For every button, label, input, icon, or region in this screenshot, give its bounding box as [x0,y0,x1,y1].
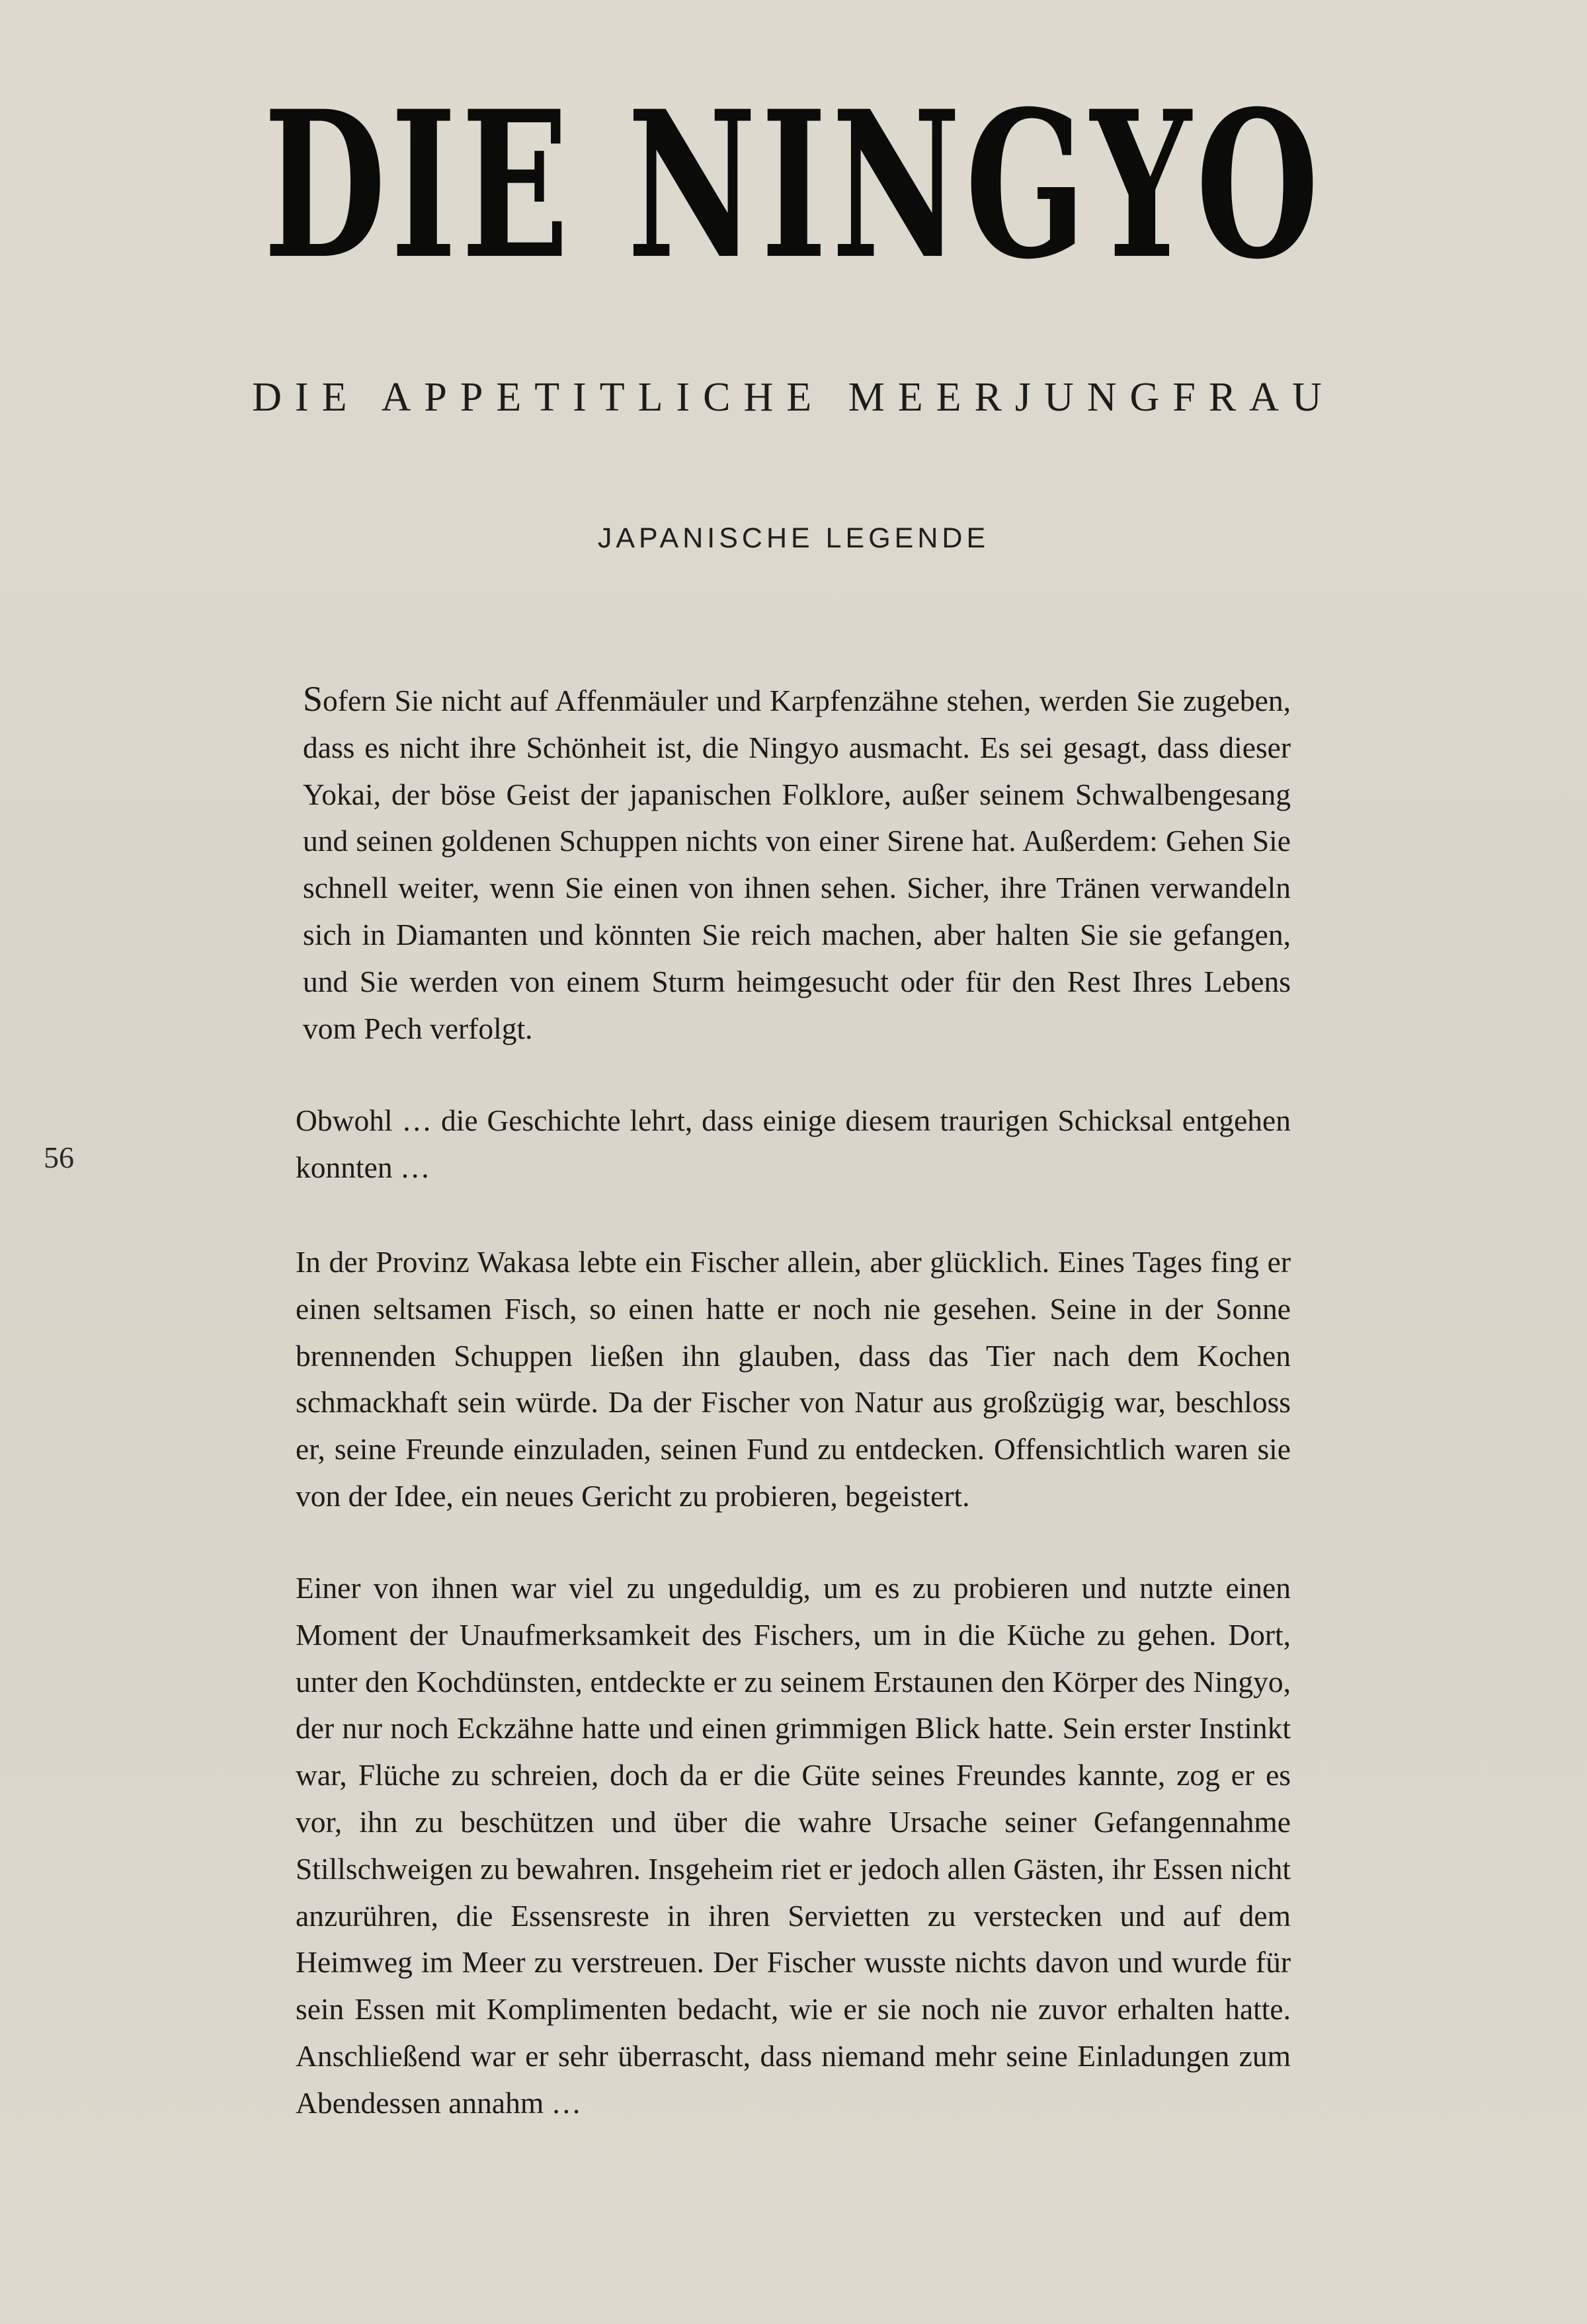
page-title: DIE NINGYO [263,67,1324,303]
body-paragraph-fisherman: In der Provinz Wakasa lebte ein Fischer allein, aber glücklich. Eines Tages fing er einen seltsamen Fisch, so einen hatte er noch nie gesehen. Seine in der Sonne brennenden Schuppen ließen ihn glauben, dass das Tier nach dem Kochen schmackhaft sein würde. Da der Fischer von Natur aus großzügig war, beschloss er, seine Freunde einzuladen, seinen Fund zu entdecken. Offensichtlich waren sie von der Idee, ein neues Gericht zu probieren, begeistert. [296,1245,1291,1513]
page-subtitle: DIE APPETITLICHE MEERJUNGFRAU [252,375,1335,420]
body-paragraph-friend: Einer von ihnen war viel zu ungeduldig, um es zu probieren und nutzte einen Moment der Unaufmerksamkeit des Fischers, um in die Küche zu gehen. Dort, unter den Kochdünsten, entdeckte er zu seinem Erstaunen den Körper des Ningyo, der nur noch Eckzähne hatte und einen grimmigen Blick hatte. Sein erster Instinkt war, Flüche zu schreien, doch da er die Güte seines Freundes kannte, zog er es vor, ihn zu beschützen und über die wahre Ursache seiner Gefangennahme Stillschweigen zu bewahren. Insgeheim riet er jedoch allen Gästen, ihr Essen nicht anzurühren, die Essensreste in ihren Servietten zu verstecken und auf dem Heimweg im Meer zu verstreuen. Der Fischer wusste nichts davon und wurde für sein Essen mit Komplimenten bedacht, wie er sie noch nie zuvor erhalten hatte. Anschließend war er sehr überrascht, dass niemand mehr seine Einladungen zum Abendessen annahm … [296,1571,1291,2120]
page-number: 56 [44,1141,74,1174]
body-paragraph-transition: Obwohl … die Geschichte lehrt, dass einige diesem traurigen Schicksal entgehen konnten … [296,1103,1291,1184]
body-paragraph-intro: Sofern Sie nicht auf Affenmäuler und Karpfenzähne stehen, werden Sie zugeben, dass es nicht ihre Schönheit ist, die Ningyo ausmacht. Es sei gesagt, dass dieser Yokai, der böse Geist der japanischen Folklore, außer seinem Schwalbengesang und seinen goldenen Schuppen nichts von einer Sirene hat. Außerdem: Gehen Sie schnell weiter, wenn Sie einen von ihnen sehen. Sicher, ihre Tränen verwandeln sich in Diamanten und könnten Sie reich machen, aber halten Sie sie gefangen, und Sie werden von einem Sturm heimgesucht oder für den Rest Ihres Lebens vom Pech verfolgt. [303,679,1291,1045]
section-kicker: JAPANISCHE LEGENDE [597,522,990,554]
